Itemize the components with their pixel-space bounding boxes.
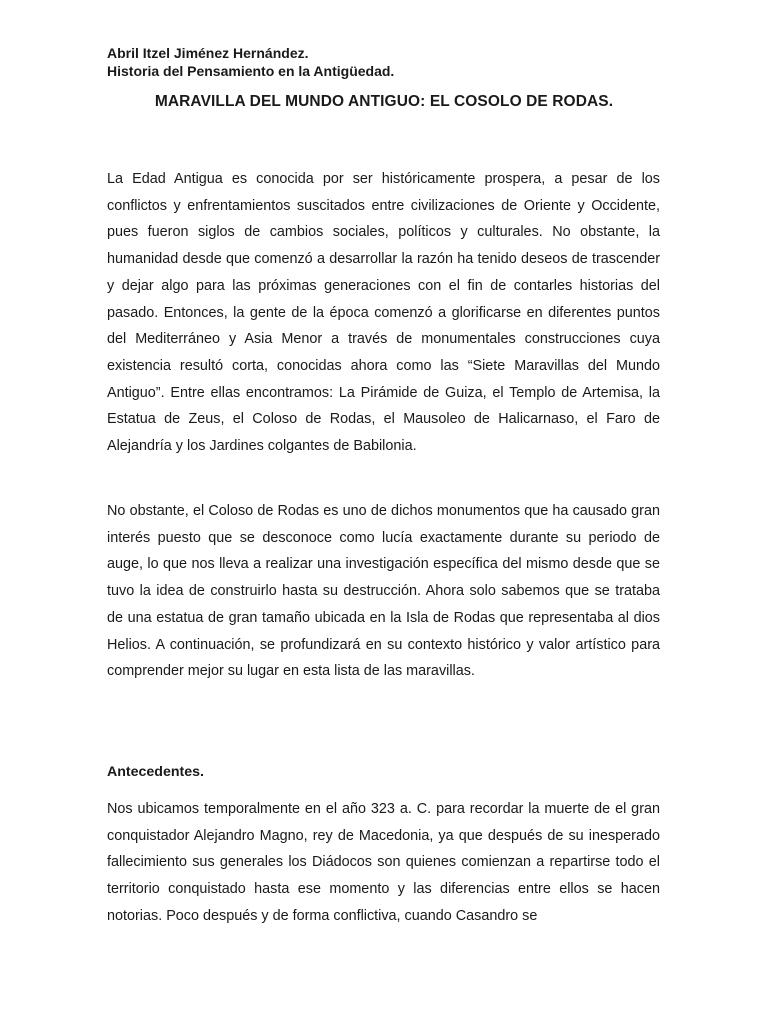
section-heading: Antecedentes.	[107, 764, 204, 780]
course-name: Historia del Pensamiento en la Antigüedad.	[107, 63, 395, 79]
second-paragraph: No obstante, el Coloso de Rodas es uno de dichos monumentos que ha causado gran interés puesto que se desconoce como lucía exactamente durante su periodo de auge, lo que nos lleva a realizar una investigación específica del mismo desde que se tuvo la idea de construirlo hasta su destrucción. Ahora solo sabemos que se trataba de una estatua de gran tamaño ubicada en la Isla de Rodas que representaba al dios Helios. A continuación, se profundizará en su contexto histórico y valor artístico para comprender mejor su lugar en esta lista de las maravillas.	[107, 503, 660, 680]
document-header	[107, 44, 394, 80]
author-name: Abril Itzel Jiménez Hernández.	[107, 45, 309, 61]
section-paragraph: Nos ubicamos temporalmente en el año 323 a. C. para recordar la muerte de el gran conquistador Alejandro Magno, rey de Macedonia, ya que después de su inesperado fallecimiento sus generales los Diádocos son quienes comienzan a repartirse todo el territorio conquistado hasta ese momento y las diferencias entre ellos se hacen notorias. Poco después y de forma conflictiva, cuando Casandro se	[107, 801, 660, 924]
document-title: MARAVILLA DEL MUNDO ANTIGUO: EL COSOLO DE RODAS.	[154, 93, 614, 110]
intro-paragraph: La Edad Antigua es conocida por ser históricamente prospera, a pesar de los conflictos y enfrentamientos suscitados entre civilizaciones de Oriente y Occidente, pues fueron siglos de cambios sociales, políticos y culturales. No obstante, la humanidad desde que comenzó a desarrollar la razón ha tenido deseos de trascender y dejar algo para las próximas generaciones con el fin de contarles historias del pasado. Entonces, la gente de la época comenzó a glorificarse en diferentes puntos del Mediterráneo y Asia Menor a través de monumentales construcciones cuya existencia resultó corta, conocidas ahora como las “Siete Maravillas del Mundo Antiguo”. Entre ellas encontramos: La Pirámide de Guiza, el Templo de Artemisa, la Estatua de Zeus, el Coloso de Rodas, el Mausoleo de Halicarnaso, el Faro de Alejandría y los Jardines colgantes de Babilonia.	[107, 171, 660, 455]
